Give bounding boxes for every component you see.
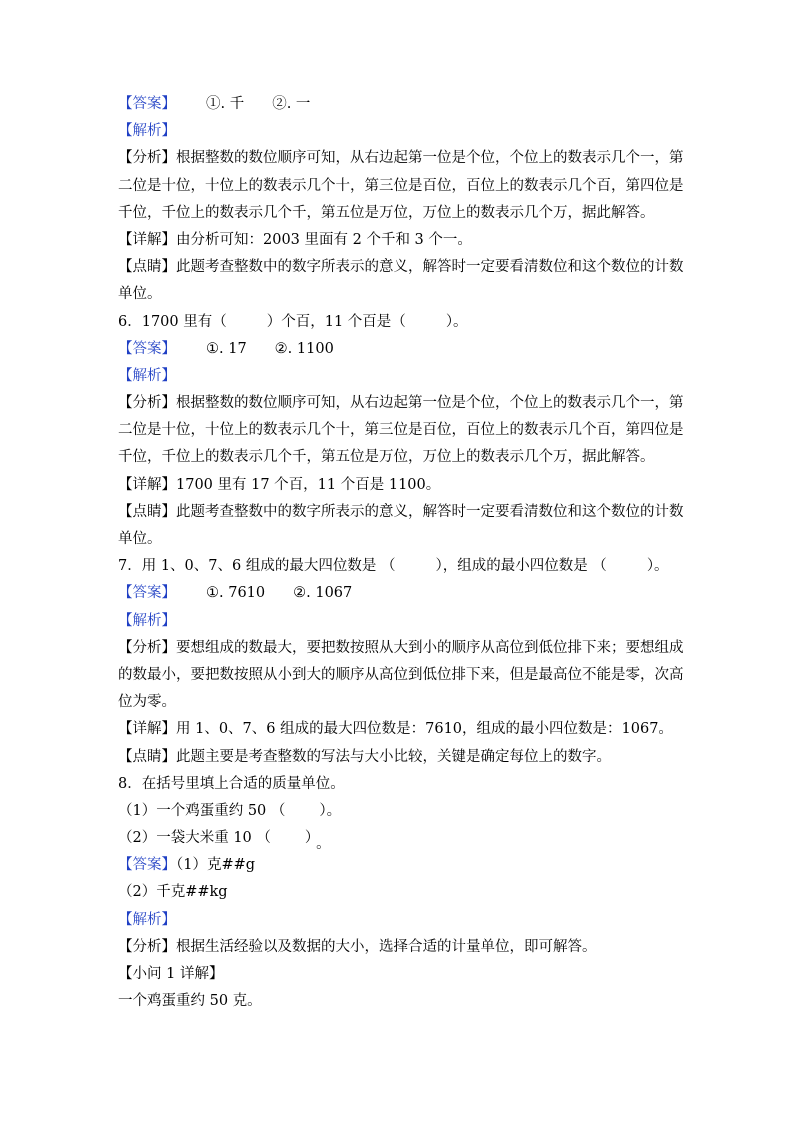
answer-value-1: （1）克##g [176, 857, 256, 874]
answer-value-1: ①. 17 [206, 340, 247, 357]
q6-question: 6．1700 里有（ ）个百，11 个百是（ ）。 [118, 313, 468, 330]
q6-fenxi-line-2: 二位是十位，十位上的数表示几个十，第三位是百位，百位上的数表示几个百，第四位是 [118, 422, 684, 439]
dianjing-tag: 【点睛】 [118, 259, 176, 276]
q5-fenxi-line-3: 千位，千位上的数表示几个千，第五位是万位，万位上的数表示几个万，据此解答。 [118, 204, 655, 221]
q8-stem: 8．在括号里填上合适的质量单位。 [118, 775, 345, 792]
q5-fenxi-line-2: 二位是十位，十位上的数表示几个十，第三位是百位，百位上的数表示几个百，第四位是 [118, 177, 684, 194]
q7-xiangjie-line [118, 716, 678, 743]
dianjing-tag: 【点睛】 [118, 748, 176, 765]
answer-tag: 【答案】 [118, 857, 176, 874]
analysis-tag: 【解析】 [118, 123, 176, 140]
q5-answer-line [118, 91, 678, 118]
q8-fenxi-line [118, 934, 678, 961]
q7-answer-line [118, 580, 678, 607]
xiangjie-tag: 【详解】 [118, 476, 176, 493]
q6-analysis-heading [118, 363, 678, 390]
analysis-tag: 【解析】 [118, 367, 176, 384]
q8-analysis-heading [118, 907, 678, 934]
fenxi-tag: 【分析】 [118, 150, 176, 167]
fenxi-tag: 【分析】 [118, 938, 176, 955]
q6-xiangjie-line [118, 472, 678, 499]
q7-question: 7．用 1、0、7、6 组成的最大四位数是 （ ），组成的最小四位数是 （ ）。 [118, 558, 669, 575]
q7-dianjing-line [118, 744, 678, 771]
answer-value-1: ①. 千 [206, 96, 245, 112]
fenxi-text: 要想组成的数最大，要把数按照从大到小的顺序从高位到低位排下来；要想组成 [176, 639, 684, 656]
q5-xiangjie-line [118, 227, 678, 254]
fenxi-text: 根据整数的数位顺序可知，从右边起第一位是个位，个位上的数表示几个一，第 [176, 395, 684, 412]
answer-value-2: ②. 1067 [293, 585, 353, 602]
q8-sub-question-2: （2）一袋大米重 10 （ ） 。 [118, 830, 331, 853]
answer-value-2: ②. 1100 [274, 340, 334, 357]
q7-analysis-heading [118, 608, 678, 635]
dianjing-tag: 【点睛】 [118, 503, 176, 520]
fenxi-tag: 【分析】 [118, 395, 176, 412]
answer-tag: 【答案】 [118, 340, 176, 357]
q5-dianjing-line-2: 单位。 [118, 286, 162, 303]
q6-dianjing-line-1 [118, 499, 684, 526]
fenxi-text: 根据生活经验以及数据的大小，选择合适的计量单位，即可解答。 [176, 938, 597, 955]
answer-tag: 【答案】 [118, 96, 176, 112]
document-page [118, 91, 684, 1015]
xiangjie-text: 1700 里有 17 个百，11 个百是 1100。 [176, 476, 441, 493]
q8-answer-line-2: （2）千克##kg [118, 884, 228, 901]
analysis-tag: 【解析】 [118, 612, 176, 629]
dianjing-text: 此题考查整数中的数字所表示的意义，解答时一定要看清数位和这个数位的计数 [176, 259, 684, 276]
answer-value-1: ①. 7610 [206, 585, 266, 602]
q8-sub-detail-text: 一个鸡蛋重约 50 克。 [118, 993, 262, 1010]
q6-answer-line [118, 336, 678, 363]
q5-dianjing-line-1 [118, 254, 684, 281]
q6-fenxi-line-3: 千位，千位上的数表示几个千，第五位是万位，万位上的数表示几个万，据此解答。 [118, 449, 655, 466]
xiangjie-tag: 【详解】 [118, 721, 176, 738]
q7-fenxi-line-3: 位为零。 [118, 694, 176, 711]
xiangjie-text: 由分析可知：2003 里面有 2 个千和 3 个一。 [176, 231, 472, 248]
q7-fenxi-line-2: 的数最小，要把数按照从小到大的顺序从高位到低位排下来，但是最高位不能是零，次高 [118, 666, 684, 683]
fenxi-tag: 【分析】 [118, 639, 176, 656]
dianjing-text: 此题主要是考查整数的写法与大小比较，关键是确定每位上的数字。 [176, 748, 611, 765]
q8-sub-question-1: （1）一个鸡蛋重约 50 （ ）。 [118, 802, 342, 819]
fenxi-text: 根据整数的数位顺序可知，从右边起第一位是个位，个位上的数表示几个一，第 [176, 150, 684, 167]
analysis-tag: 【解析】 [118, 911, 176, 928]
answer-value-2: ②. 一 [272, 96, 311, 112]
q7-fenxi-line-1 [118, 635, 684, 662]
q8-answer-line-1 [118, 852, 678, 879]
q8-sub-detail-heading: 【小问 1 详解】 [118, 966, 224, 982]
q5-fenxi-line-1 [118, 145, 684, 172]
xiangjie-text: 用 1、0、7、6 组成的最大四位数是：7610，组成的最小四位数是：1067。 [176, 721, 673, 738]
xiangjie-tag: 【详解】 [118, 231, 176, 248]
q6-fenxi-line-1 [118, 390, 684, 417]
q6-dianjing-line-2: 单位。 [118, 531, 162, 547]
dianjing-text: 此题考查整数中的数字所表示的意义，解答时一定要看清数位和这个数位的计数 [176, 503, 684, 520]
answer-tag: 【答案】 [118, 585, 176, 602]
q5-analysis-heading [118, 118, 678, 145]
